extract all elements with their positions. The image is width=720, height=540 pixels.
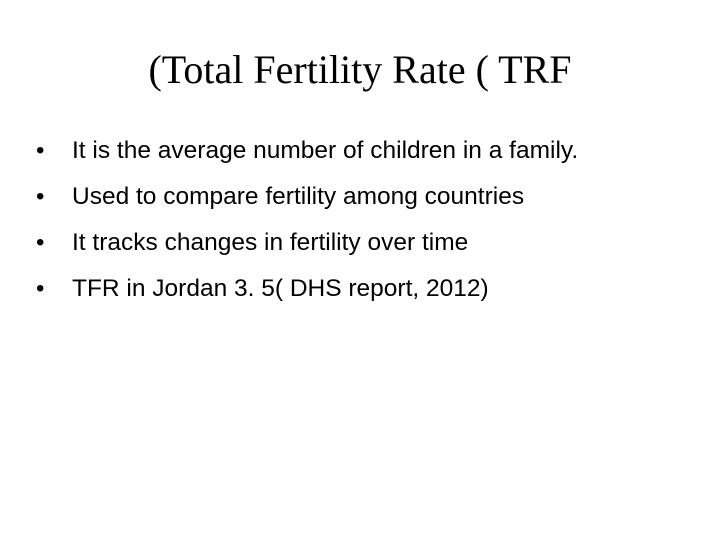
bullet-text: Used to compare fertility among countries (72, 183, 525, 210)
bullet-text: TFR in Jordan 3. 5( DHS report, 2012) (72, 275, 489, 302)
bullet-item (36, 177, 706, 223)
bullet-text: It tracks changes in fertility over time (72, 229, 469, 256)
bullet-icon: • (36, 183, 45, 210)
bullet-icon: • (36, 229, 45, 256)
bullet-item (36, 223, 706, 269)
bullet-icon: • (36, 275, 45, 302)
bullet-item (36, 269, 706, 315)
bullet-icon: • (36, 137, 45, 164)
slide-title: (Total Fertility Rate ( TRF (148, 47, 572, 92)
bullet-item (36, 131, 706, 177)
bullet-text: It is the average number of children in a family. (72, 137, 579, 164)
bullet-list (36, 131, 706, 315)
